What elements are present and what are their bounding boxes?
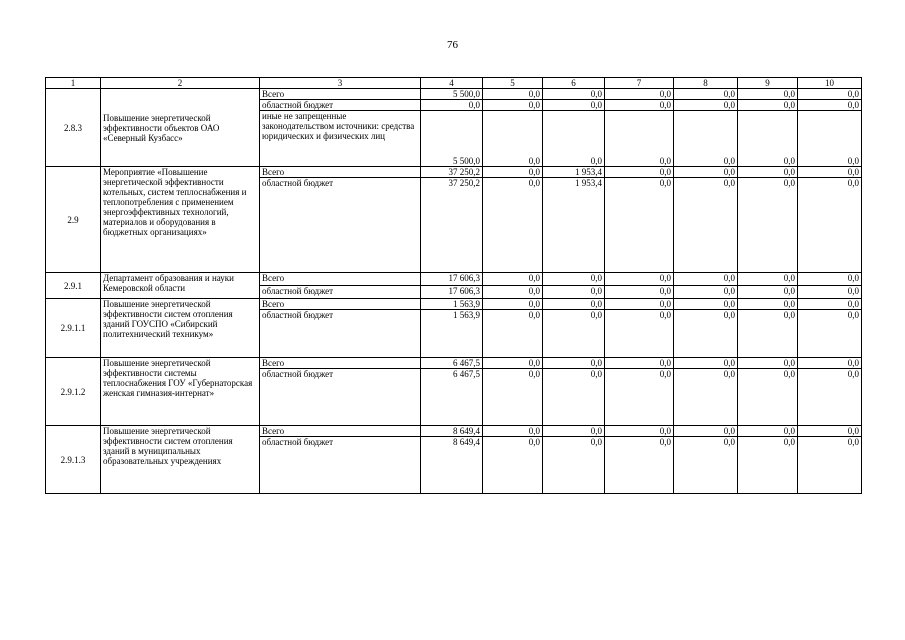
value-cell: 0,0	[738, 299, 798, 310]
funding-source: Всего	[260, 299, 421, 310]
value-cell: 0,0	[543, 89, 605, 100]
funding-source: Всего	[260, 358, 421, 369]
value-cell: 0,0	[674, 111, 738, 167]
item-code: 2.8.3	[46, 89, 101, 167]
value-cell: 1 563,9	[421, 299, 483, 310]
budget-table	[45, 77, 862, 494]
item-name: Повышение энергетической эффективности систем отопления зданий в муниципальных образовательных учреждениях	[101, 426, 260, 494]
value-cell: 0,0	[798, 369, 862, 426]
value-cell: 0,0	[605, 178, 674, 273]
value-cell: 0,0	[798, 111, 862, 167]
value-cell: 0,0	[674, 299, 738, 310]
value-cell: 0,0	[543, 310, 605, 358]
funding-source: Всего	[260, 89, 421, 100]
value-cell: 0,0	[674, 100, 738, 111]
value-cell: 0,0	[674, 286, 738, 299]
funding-source: областной бюджет	[260, 178, 421, 273]
value-cell: 0,0	[798, 178, 862, 273]
value-cell: 0,0	[674, 89, 738, 100]
value-cell: 0,0	[543, 286, 605, 299]
value-cell: 0,0	[421, 100, 483, 111]
value-cell: 0,0	[483, 100, 543, 111]
value-cell: 0,0	[605, 273, 674, 286]
value-cell: 0,0	[543, 437, 605, 494]
value-cell: 8 649,4	[421, 426, 483, 437]
value-cell: 0,0	[674, 273, 738, 286]
item-code: 2.9.1	[46, 273, 101, 299]
value-cell: 0,0	[543, 369, 605, 426]
value-cell: 0,0	[674, 358, 738, 369]
item-name: Мероприятие «Повышение энергетической эффективности котельных, систем теплоснабжения и теплопотребления с применением энергоэффективных технологий, материалов и оборудования в бюджетных организациях»	[101, 167, 260, 273]
value-cell: 0,0	[605, 286, 674, 299]
value-cell: 0,0	[483, 167, 543, 178]
value-cell: 0,0	[605, 369, 674, 426]
value-cell: 0,0	[543, 426, 605, 437]
value-cell: 17 606,3	[421, 286, 483, 299]
funding-source: Всего	[260, 273, 421, 286]
value-cell: 0,0	[605, 111, 674, 167]
value-cell: 0,0	[483, 310, 543, 358]
funding-source: областной бюджет	[260, 437, 421, 494]
header-cell: 2	[101, 78, 260, 89]
funding-source: Всего	[260, 167, 421, 178]
value-cell: 0,0	[674, 178, 738, 273]
value-cell: 0,0	[798, 286, 862, 299]
value-cell: 37 250,2	[421, 167, 483, 178]
value-cell: 0,0	[738, 310, 798, 358]
value-cell: 0,0	[738, 273, 798, 286]
value-cell: 0,0	[605, 437, 674, 494]
table-body	[46, 78, 862, 494]
header-cell: 5	[483, 78, 543, 89]
item-code: 2.9.1.1	[46, 299, 101, 358]
value-cell: 0,0	[798, 89, 862, 100]
header-cell: 7	[605, 78, 674, 89]
value-cell: 0,0	[605, 89, 674, 100]
value-cell: 0,0	[605, 310, 674, 358]
funding-source: иные не запрещенные законодательством источники: средства юридических и физических лиц	[260, 111, 421, 167]
value-cell: 0,0	[738, 426, 798, 437]
value-cell: 0,0	[738, 437, 798, 494]
item-name: Повышение энергетической эффективности систем отопления зданий ГОУСПО «Сибирский политехнический техникум»	[101, 299, 260, 358]
value-cell: 1 563,9	[421, 310, 483, 358]
header-cell: 9	[738, 78, 798, 89]
item-code: 2.9.1.2	[46, 358, 101, 426]
item-code: 2.9	[46, 167, 101, 273]
value-cell: 0,0	[543, 100, 605, 111]
value-cell: 0,0	[738, 286, 798, 299]
value-cell: 0,0	[798, 310, 862, 358]
header-cell: 10	[798, 78, 862, 89]
value-cell: 0,0	[483, 111, 543, 167]
value-cell: 0,0	[738, 100, 798, 111]
value-cell: 6 467,5	[421, 358, 483, 369]
value-cell: 0,0	[543, 299, 605, 310]
value-cell: 0,0	[798, 167, 862, 178]
funding-source: Всего	[260, 426, 421, 437]
value-cell: 0,0	[798, 100, 862, 111]
value-cell: 0,0	[674, 369, 738, 426]
value-cell: 0,0	[605, 426, 674, 437]
table-row	[46, 299, 862, 310]
funding-source: областной бюджет	[260, 100, 421, 111]
table-row	[46, 167, 862, 178]
value-cell: 0,0	[798, 426, 862, 437]
value-cell: 0,0	[738, 167, 798, 178]
value-cell: 0,0	[483, 437, 543, 494]
value-cell: 0,0	[605, 299, 674, 310]
funding-source: областной бюджет	[260, 310, 421, 358]
value-cell: 1 953,4	[543, 167, 605, 178]
value-cell: 0,0	[674, 426, 738, 437]
table-row	[46, 358, 862, 369]
value-cell: 0,0	[605, 167, 674, 178]
item-name: Повышение энергетической эффективности объектов ОАО «Северный Кузбасс»	[101, 89, 260, 167]
header-cell: 8	[674, 78, 738, 89]
value-cell: 0,0	[738, 358, 798, 369]
value-cell: 0,0	[483, 273, 543, 286]
value-cell: 0,0	[483, 358, 543, 369]
funding-source: областной бюджет	[260, 286, 421, 299]
value-cell: 37 250,2	[421, 178, 483, 273]
value-cell: 0,0	[483, 178, 543, 273]
page-number: 76	[447, 39, 458, 51]
value-cell: 0,0	[798, 437, 862, 494]
header-cell: 3	[260, 78, 421, 89]
item-code: 2.9.1.3	[46, 426, 101, 494]
header-row	[46, 78, 862, 89]
value-cell: 0,0	[674, 310, 738, 358]
value-cell: 0,0	[605, 100, 674, 111]
header-cell: 1	[46, 78, 101, 89]
value-cell: 0,0	[798, 273, 862, 286]
value-cell: 8 649,4	[421, 437, 483, 494]
table-row	[46, 89, 862, 100]
value-cell: 1 953,4	[543, 178, 605, 273]
value-cell: 0,0	[798, 358, 862, 369]
value-cell: 0,0	[543, 358, 605, 369]
table-row	[46, 273, 862, 286]
value-cell: 0,0	[798, 299, 862, 310]
header-cell: 4	[421, 78, 483, 89]
value-cell: 5 500,0	[421, 89, 483, 100]
table-row	[46, 426, 862, 437]
value-cell: 0,0	[738, 369, 798, 426]
value-cell: 0,0	[483, 89, 543, 100]
value-cell: 0,0	[738, 89, 798, 100]
value-cell: 0,0	[483, 369, 543, 426]
value-cell: 0,0	[738, 111, 798, 167]
value-cell: 0,0	[483, 426, 543, 437]
value-cell: 0,0	[543, 111, 605, 167]
value-cell: 5 500,0	[421, 111, 483, 167]
value-cell: 0,0	[674, 437, 738, 494]
item-name: Департамент образования и науки Кемеровской области	[101, 273, 260, 299]
value-cell: 0,0	[674, 167, 738, 178]
funding-source: областной бюджет	[260, 369, 421, 426]
value-cell: 17 606,3	[421, 273, 483, 286]
value-cell: 0,0	[543, 273, 605, 286]
header-cell: 6	[543, 78, 605, 89]
item-name: Повышение энергетической эффективности системы теплоснабжения ГОУ «Губернаторская женская гимназия-интернат»	[101, 358, 260, 426]
value-cell: 6 467,5	[421, 369, 483, 426]
value-cell: 0,0	[605, 358, 674, 369]
value-cell: 0,0	[738, 178, 798, 273]
value-cell: 0,0	[483, 299, 543, 310]
value-cell: 0,0	[483, 286, 543, 299]
